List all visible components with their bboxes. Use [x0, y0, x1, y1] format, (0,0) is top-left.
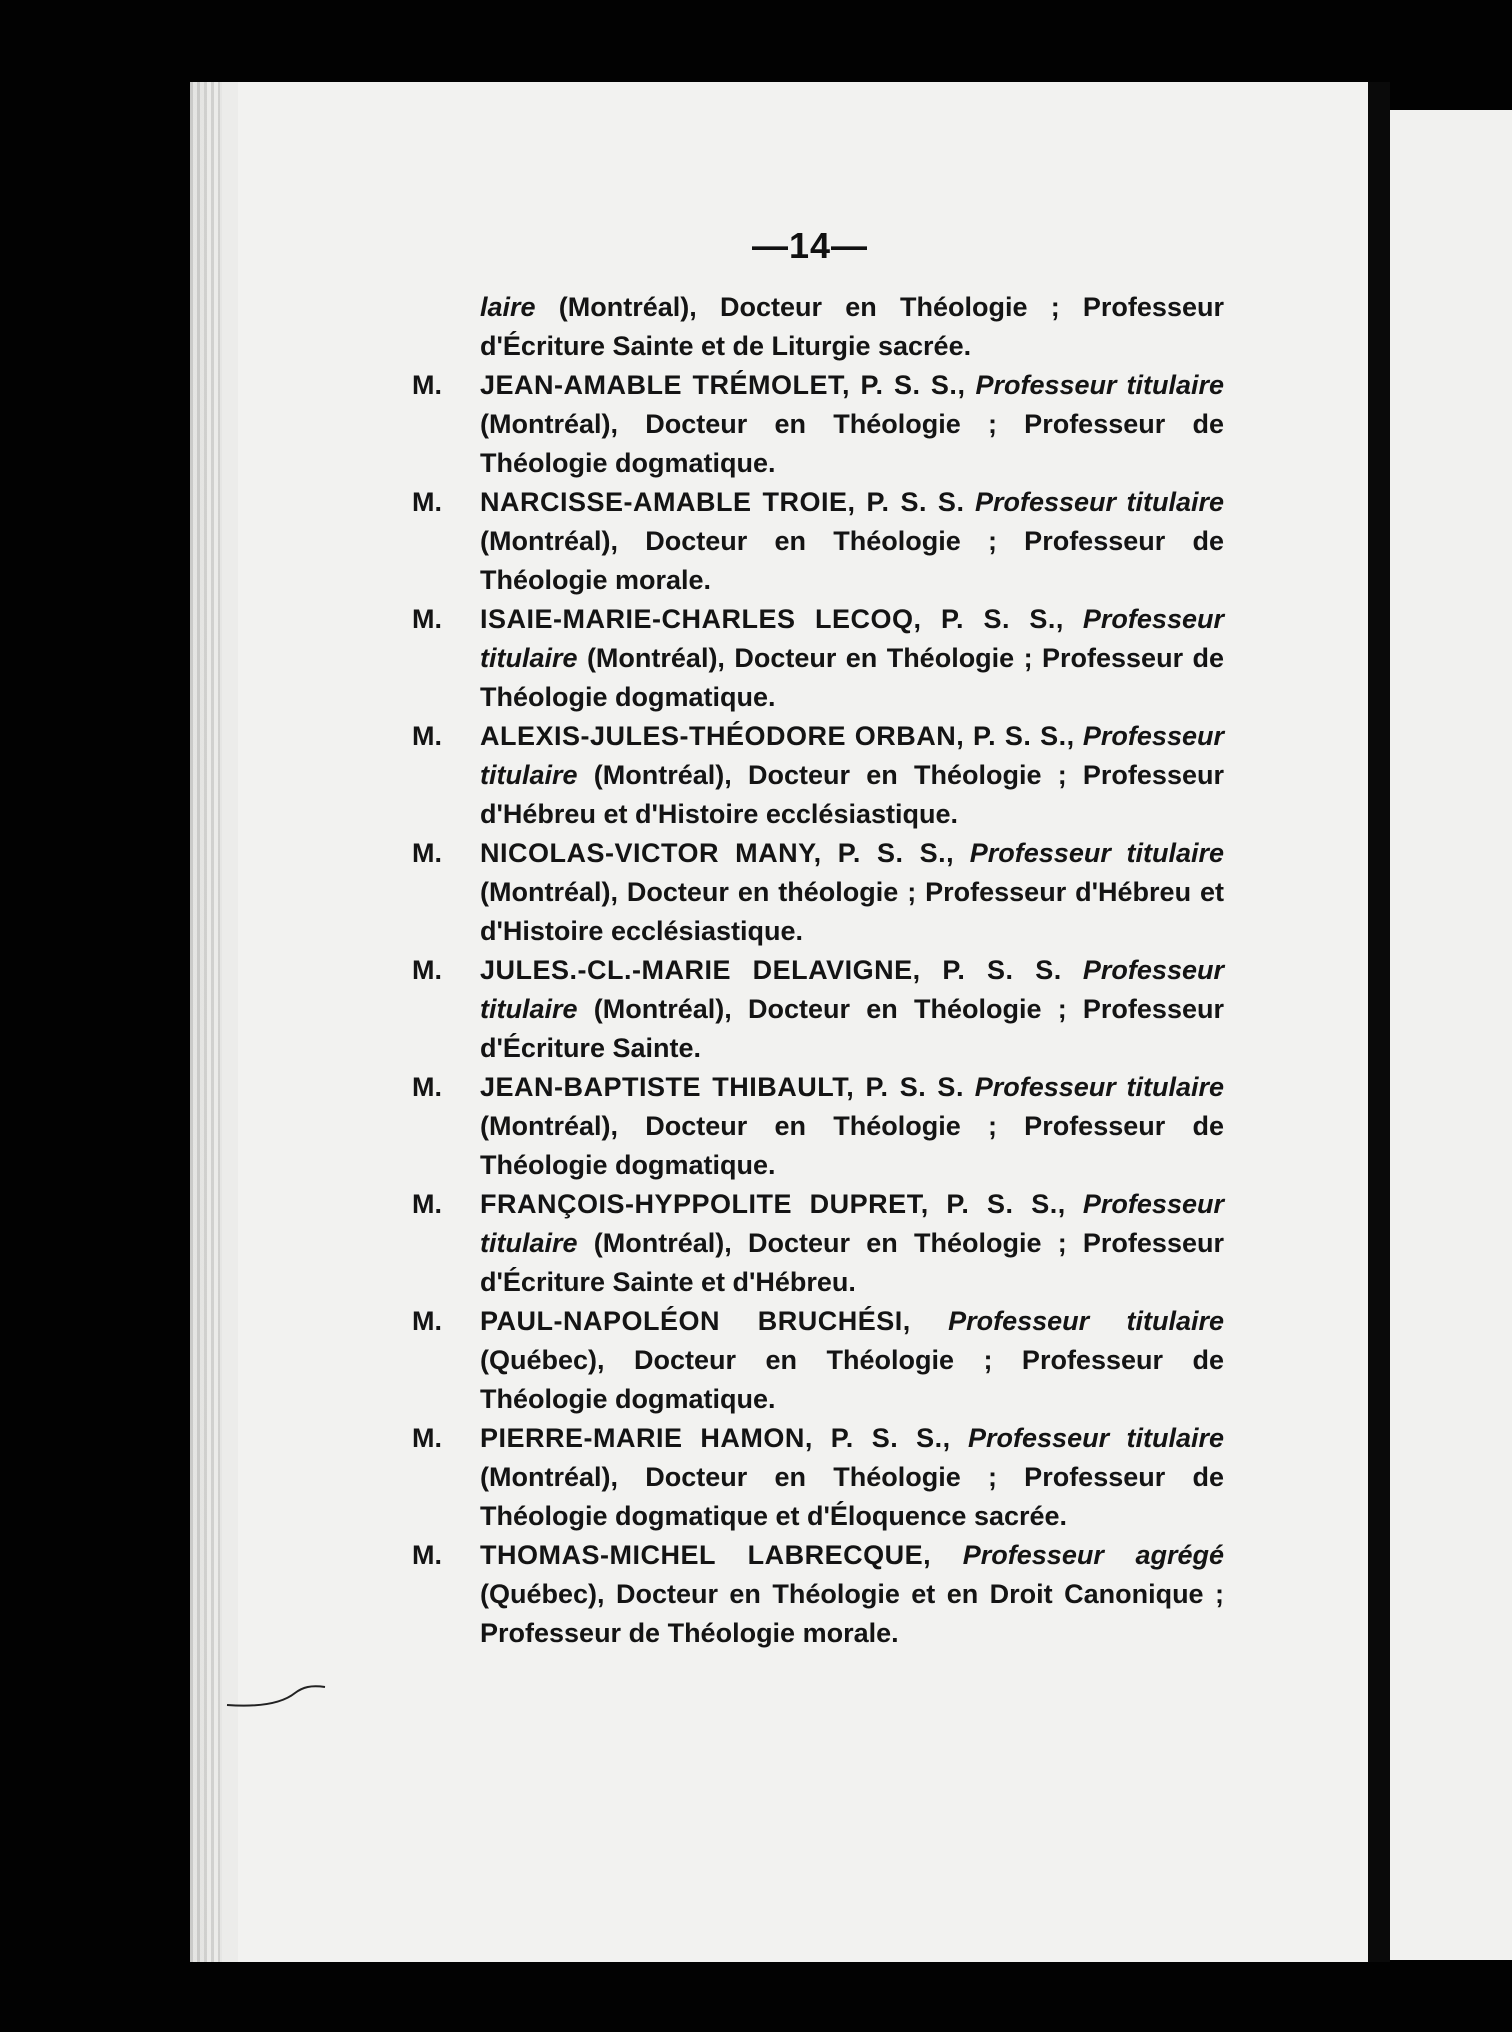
- entry-prefix: M.: [412, 955, 442, 985]
- entry-name: PIERRE-MARIE HAMON, P. S. S.,: [480, 1423, 951, 1453]
- entry-rank: Professeur titulaire: [480, 955, 1224, 1024]
- entry-name: ALEXIS-JULES-THÉODORE ORBAN, P. S. S.,: [480, 721, 1075, 751]
- faculty-entry: [412, 600, 1224, 717]
- entry-details: (Montréal), Docteur en théologie ; Professeur d'Hébreu et d'Histoire ecclésiastique.: [480, 877, 1224, 946]
- entry-name: THOMAS-MICHEL LABRECQUE,: [480, 1540, 932, 1570]
- entry-name: JEAN-BAPTISTE THIBAULT, P. S. S.: [480, 1072, 964, 1102]
- page-body: [412, 288, 1224, 1653]
- entry-rank: Professeur titulaire: [480, 721, 1224, 790]
- entry-name: JEAN-AMABLE TRÉMOLET, P. S. S.,: [480, 370, 966, 400]
- entry-details: (Québec), Docteur en Théologie ; Professeur de Théologie dogmatique.: [480, 1345, 1224, 1414]
- entry-name: ISAIE-MARIE-CHARLES LECOQ, P. S. S.,: [480, 604, 1064, 634]
- entry-details: (Montréal), Docteur en Théologie ; Professeur de Théologie dogmatique et d'Éloquence sacrée.: [480, 1462, 1224, 1531]
- pen-mark: [225, 1675, 335, 1715]
- faculty-entry: [412, 1068, 1224, 1185]
- faculty-entry: [412, 1536, 1224, 1653]
- continued-entry: [412, 288, 1224, 366]
- entry-rank: Professeur titulaire: [969, 838, 1224, 868]
- faculty-list: [412, 366, 1224, 1653]
- entry-details: (Québec), Docteur en Théologie et en Droit Canonique ; Professeur de Théologie morale.: [480, 1579, 1224, 1648]
- page-number: —14—: [751, 225, 869, 266]
- faculty-entry: [412, 951, 1224, 1068]
- entry-prefix: M.: [412, 838, 442, 868]
- faculty-entry: [412, 366, 1224, 483]
- book-gutter: [1368, 82, 1390, 1962]
- entry-rank: Professeur titulaire: [974, 1072, 1224, 1102]
- entry-name: FRANÇOIS-HYPPOLITE DUPRET, P. S. S.,: [480, 1189, 1066, 1219]
- entry-prefix: M.: [412, 370, 442, 400]
- faculty-entry: [412, 717, 1224, 834]
- entry-prefix: M.: [412, 1072, 442, 1102]
- entry-prefix: M.: [412, 1189, 442, 1219]
- entry-rank: Professeur titulaire: [480, 1189, 1224, 1258]
- entry-details: (Montréal), Docteur en Théologie ; Professeur d'Écriture Sainte et d'Hébreu.: [480, 1228, 1224, 1297]
- faculty-entry: [412, 1185, 1224, 1302]
- entry-details: (Montréal), Docteur en Théologie ; Professeur d'Écriture Sainte.: [480, 994, 1224, 1063]
- entry-name: JULES.-CL.-MARIE DELAVIGNE, P. S. S.: [480, 955, 1062, 985]
- entry-details: (Montréal), Docteur en Théologie ; Professeur de Théologie dogmatique.: [480, 643, 1224, 712]
- entry-prefix: M.: [412, 604, 442, 634]
- faculty-entry: [412, 834, 1224, 951]
- entry-prefix: M.: [412, 1423, 442, 1453]
- faculty-entry: [412, 1419, 1224, 1536]
- entry-rank: Professeur titulaire: [975, 370, 1224, 400]
- page-stack-edge: [190, 82, 220, 1962]
- entry-rank: Professeur titulaire: [948, 1306, 1224, 1336]
- entry-rank: Professeur titulaire: [974, 487, 1224, 517]
- entry-details: (Montréal), Docteur en Théologie ; Professeur de Théologie dogmatique.: [480, 1111, 1224, 1180]
- entry-rank: Professeur agrégé: [962, 1540, 1224, 1570]
- entry-rank: Professeur titulaire: [480, 604, 1224, 673]
- entry-prefix: M.: [412, 1306, 442, 1336]
- continued-details: (Montréal), Docteur en Théologie ; Professeur d'Écriture Sainte et de Liturgie sacrée.: [480, 292, 1224, 361]
- facing-page-edge: [1390, 110, 1512, 1960]
- entry-details: (Montréal), Docteur en Théologie ; Professeur de Théologie dogmatique.: [480, 409, 1224, 478]
- entry-prefix: M.: [412, 1540, 442, 1570]
- entry-details: (Montréal), Docteur en Théologie ; Professeur d'Hébreu et d'Histoire ecclésiastique.: [480, 760, 1224, 829]
- continued-rank: laire: [480, 292, 536, 322]
- faculty-entry: [412, 483, 1224, 600]
- entry-name: PAUL-NAPOLÉON BRUCHÉSI,: [480, 1306, 911, 1336]
- faculty-entry: [412, 1302, 1224, 1419]
- entry-name: NARCISSE-AMABLE TROIE, P. S. S.: [480, 487, 965, 517]
- entry-details: (Montréal), Docteur en Théologie ; Professeur de Théologie morale.: [480, 526, 1224, 595]
- entry-prefix: M.: [412, 721, 442, 751]
- entry-rank: Professeur titulaire: [968, 1423, 1224, 1453]
- entry-prefix: M.: [412, 487, 442, 517]
- entry-name: NICOLAS-VICTOR MANY, P. S. S.,: [480, 838, 955, 868]
